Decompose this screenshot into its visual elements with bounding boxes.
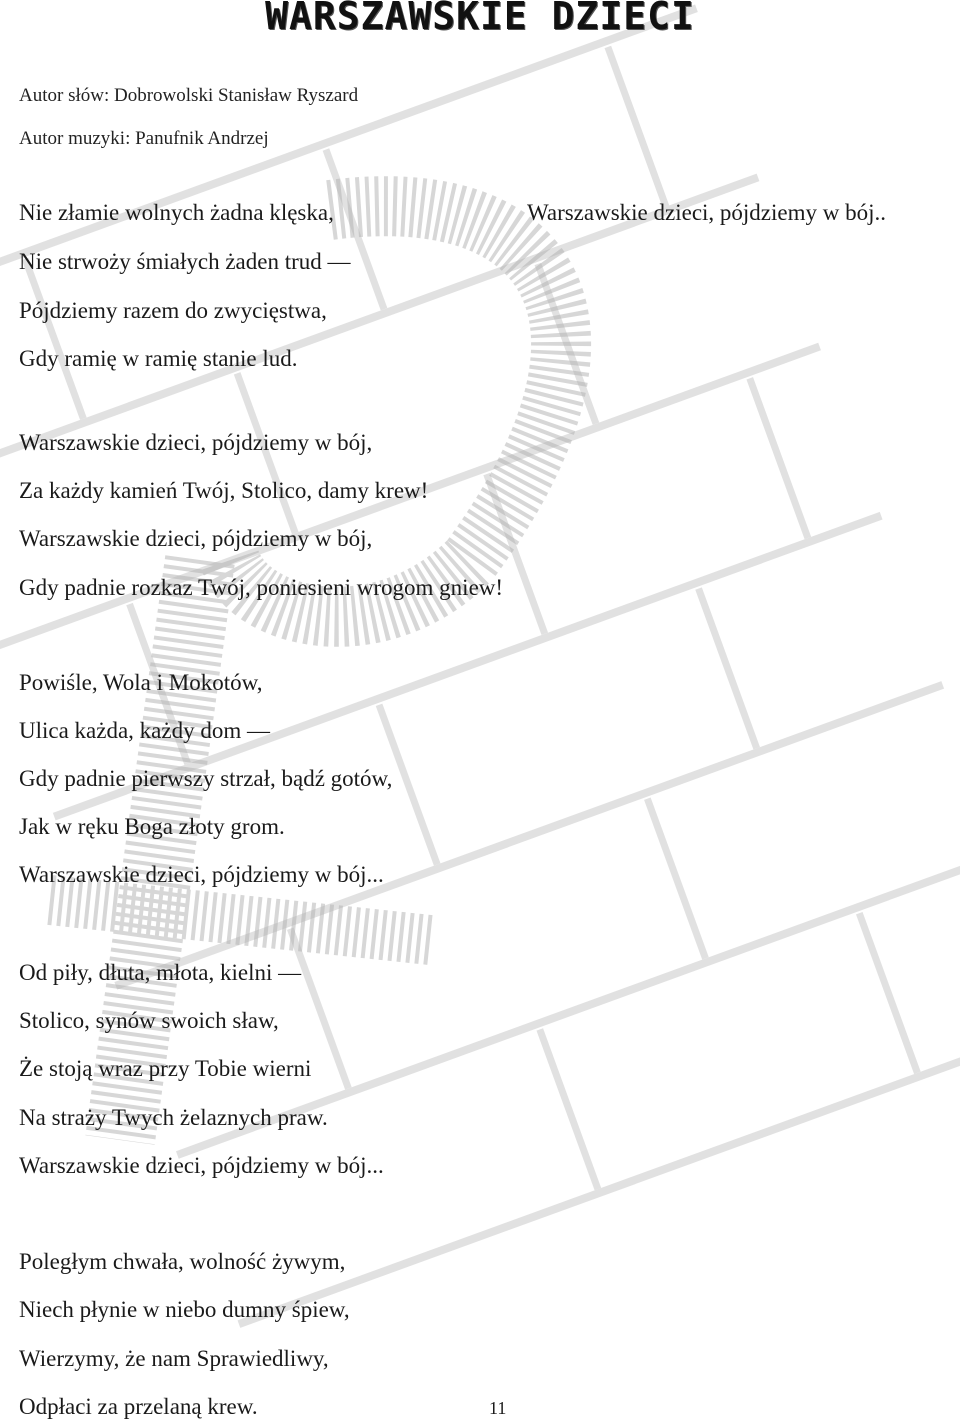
stanza1-line-1: Nie złamie wolnych żadna klęska, — [19, 200, 334, 225]
stanza2-line-1: Powiśle, Wola i Mokotów, — [19, 670, 263, 695]
stanza4-line-2: Niech płynie w niebo dumny śpiew, — [19, 1297, 350, 1322]
stanza3-line-4: Na straży Twych żelaznych praw. — [19, 1105, 328, 1130]
stanza3-line-1: Od piły, dłuta, młota, kielni — — [19, 960, 302, 985]
stanza1-line-4: Gdy ramię w ramię stanie lud. — [19, 346, 298, 371]
stanza2-line-2: Ulica każda, każdy dom — — [19, 718, 270, 743]
page-title: WARSZAWSKIE DZIECI — [265, 0, 695, 38]
stanza1-line-3: Pójdziemy razem do zwycięstwa, — [19, 298, 327, 323]
stanza1-line-2: Nie strwoży śmiałych żaden trud — — [19, 249, 351, 274]
chorus-line-3: Warszawskie dzieci, pójdziemy w bój, — [19, 526, 373, 551]
stanza3-line-2: Stolico, synów swoich sław, — [19, 1008, 279, 1033]
stanza2-refrain: Warszawskie dzieci, pójdziemy w bój... — [19, 862, 384, 887]
stanza3-refrain: Warszawskie dzieci, pójdziemy w bój... — [19, 1153, 384, 1178]
chorus-line-4: Gdy padnie rozkaz Twój, poniesieni wrogom gniew! — [19, 575, 504, 600]
stanza2-line-3: Gdy padnie pierwszy strzał, bądź gotów, — [19, 766, 393, 791]
chorus-line-2: Za każdy kamień Twój, Stolico, damy krew! — [19, 478, 429, 503]
page-number: 11 — [489, 1398, 507, 1418]
lyrics-author: Autor słów: Dobrowolski Stanisław Ryszard — [19, 85, 359, 106]
stanza3-line-3: Że stoją wraz przy Tobie wierni — [19, 1056, 312, 1081]
refrain-short: Warszawskie dzieci, pójdziemy w bój.. — [527, 200, 887, 225]
music-author: Autor muzyki: Panufnik Andrzej — [19, 128, 269, 149]
stanza2-line-4: Jak w ręku Boga złoty grom. — [19, 814, 285, 839]
chorus-line-1: Warszawskie dzieci, pójdziemy w bój, — [19, 430, 373, 455]
stanza4-line-1: Poległym chwała, wolność żywym, — [19, 1249, 346, 1274]
stanza4-line-3: Wierzymy, że nam Sprawiedliwy, — [19, 1346, 329, 1371]
stanza4-line-4: Odpłaci za przelaną krew. — [19, 1394, 258, 1419]
